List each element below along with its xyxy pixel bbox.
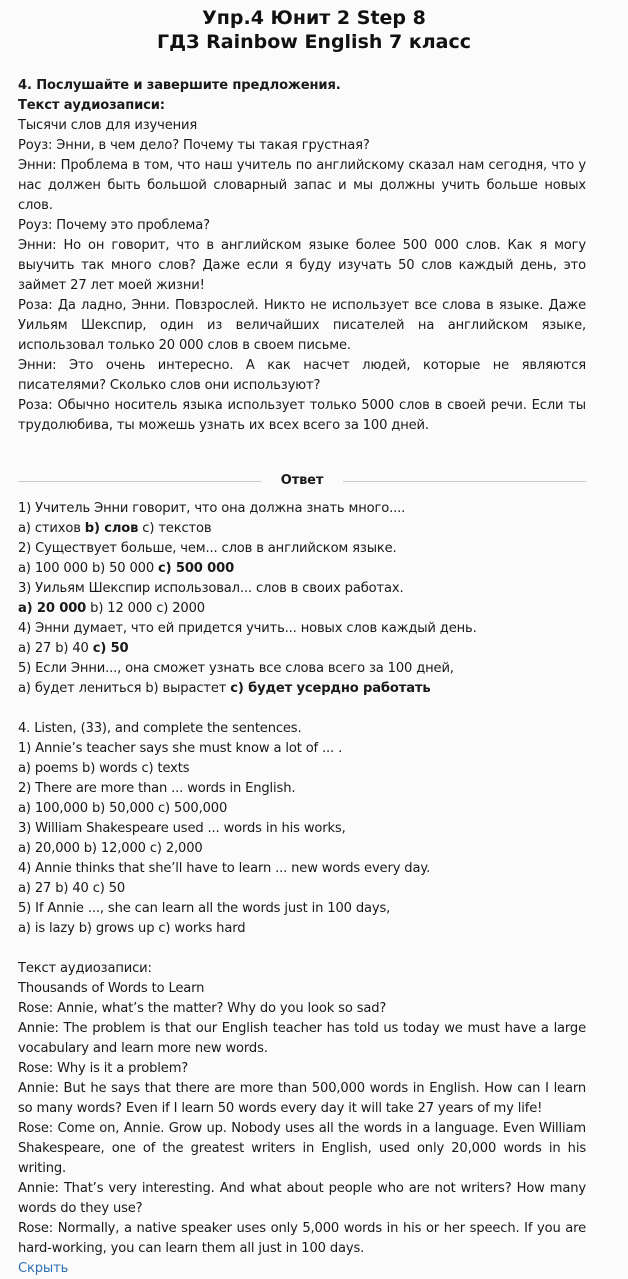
spacer xyxy=(18,699,586,719)
answer-question: 1) Учитель Энни говорит, что она должна знать много.... xyxy=(18,501,406,516)
english-item: 3) William Shakespeare used ... words in his works, xyxy=(18,821,346,836)
option: с) текстов xyxy=(138,521,212,536)
content xyxy=(18,76,586,1279)
answer-options xyxy=(18,519,586,539)
english-item: 2) There are more than ... words in English. xyxy=(18,781,296,796)
english-transcript-line: Rose: Annie, what’s the matter? Why do you look so sad? xyxy=(18,1001,387,1016)
option: b) 12 000 с) 2000 xyxy=(86,601,205,616)
title-line-1: Упр.4 Юнит 2 Step 8 xyxy=(202,7,426,29)
correct-option: а) 20 000 xyxy=(18,601,87,616)
title-line-2: ГДЗ Rainbow English 7 класс xyxy=(156,31,472,53)
answer-divider xyxy=(18,472,586,490)
english-transcript-line: Rose: Come on, Annie. Grow up. Nobody uses all the words in a language. Even William Shakespeare, one of the greatest writers in English, used only 20,000 words in his writing. xyxy=(18,1121,586,1176)
transcript-label: Текст аудиозаписи: xyxy=(18,98,165,113)
english-task: 4. Listen, (33), and complete the sentences. xyxy=(18,721,302,736)
option: а) 27 b) 40 xyxy=(18,641,93,656)
transcript-line: Роза: Да ладно, Энни. Повзрослей. Никто не использует все слова в языке. Даже Уильям Шекспир, один из величайших писателей на английском языке, использовал только 20 000 слов в своем письме. xyxy=(18,298,586,353)
transcript-line: Энни: Но он говорит, что в английском языке более 500 000 слов. Как я могу выучить так много слов? Даже если я буду изучать 50 слов каждый день, это займет 27 лет моей жизни! xyxy=(18,238,586,293)
correct-option: b) слов xyxy=(84,521,139,536)
answer-question: 2) Существует больше, чем... слов в английском языке. xyxy=(18,541,397,556)
option: а) 100 000 b) 50 000 xyxy=(18,561,159,576)
correct-option: с) 500 000 xyxy=(158,561,235,576)
transcript-line: Роза: Обычно носитель языка использует только 5000 слов в своей речи. Если ты трудолюбива, ты можешь узнать их всех всего за 100 дней. xyxy=(18,398,586,433)
correct-option: с) 50 xyxy=(92,641,129,656)
answer-options xyxy=(18,559,586,579)
option: а) стихов xyxy=(18,521,85,536)
answer-options xyxy=(18,599,586,619)
answer-label: Ответ xyxy=(280,473,324,488)
english-item: 1) Annie’s teacher says she must know a lot of ... . xyxy=(18,741,343,756)
transcript-line: Энни: Проблема в том, что наш учитель по английскому сказал нам сегодня, что у нас должен быть большой словарный запас и мы должны учить больше новых слов. xyxy=(18,158,586,213)
english-transcript-line: Rose: Normally, a native speaker uses only 5,000 words in his or her speech. If you are hard-working, you can learn them all just in 100 days. xyxy=(18,1221,586,1256)
hide-link[interactable]: Скрыть xyxy=(18,1261,69,1276)
spacer xyxy=(18,939,586,959)
answer-options xyxy=(18,639,586,659)
english-transcript-line: Thousands of Words to Learn xyxy=(18,981,205,996)
english-transcript-line: Annie: That’s very interesting. And what about people who are not writers? How many words do they use? xyxy=(18,1181,586,1216)
english-item: 5) If Annie ..., she can learn all the words just in 100 days, xyxy=(18,901,391,916)
english-item: a) poems b) words c) texts xyxy=(18,761,190,776)
answer-question: 4) Энни думает, что ей придется учить... новых слов каждый день. xyxy=(18,621,477,636)
option: а) будет лениться b) вырастет xyxy=(18,681,231,696)
transcript-line: Роуз: Энни, в чем дело? Почему ты такая грустная? xyxy=(18,138,370,153)
english-item: a) 100,000 b) 50,000 c) 500,000 xyxy=(18,801,228,816)
divider-line-left xyxy=(18,481,261,482)
task-heading: 4. Послушайте и завершите предложения. xyxy=(18,78,341,93)
transcript-line: Роуз: Почему это проблема? xyxy=(18,218,210,233)
answer-question: 3) Уильям Шекспир использовал... слов в своих работах. xyxy=(18,581,404,596)
correct-option: с) будет усердно работать xyxy=(230,681,431,696)
english-transcript-label: Текст аудиозаписи: xyxy=(18,961,152,976)
english-transcript-line: Annie: But he says that there are more than 500,000 words in English. How can I learn so many words? Even if I learn 50 words every day it will take 27 years of my life! xyxy=(18,1081,586,1116)
divider-line-right xyxy=(343,481,586,482)
transcript-line: Тысячи слов для изучения xyxy=(18,118,198,133)
english-transcript-line: Rose: Why is it a problem? xyxy=(18,1061,189,1076)
answer-question: 5) Если Энни..., она сможет узнать все слова всего за 100 дней, xyxy=(18,661,454,676)
page-title xyxy=(0,0,628,54)
english-item: a) is lazy b) grows up c) works hard xyxy=(18,921,246,936)
english-item: a) 27 b) 40 c) 50 xyxy=(18,881,126,896)
english-item: 4) Annie thinks that she’ll have to learn ... new words every day. xyxy=(18,861,431,876)
answer-options xyxy=(18,679,586,699)
english-item: a) 20,000 b) 12,000 c) 2,000 xyxy=(18,841,203,856)
english-transcript-line: Annie: The problem is that our English teacher has told us today we must have a large vocabulary and learn more new words. xyxy=(18,1021,586,1056)
transcript-line: Энни: Это очень интересно. А как насчет людей, которые не являются писателями? Сколько слов они используют? xyxy=(18,358,586,393)
